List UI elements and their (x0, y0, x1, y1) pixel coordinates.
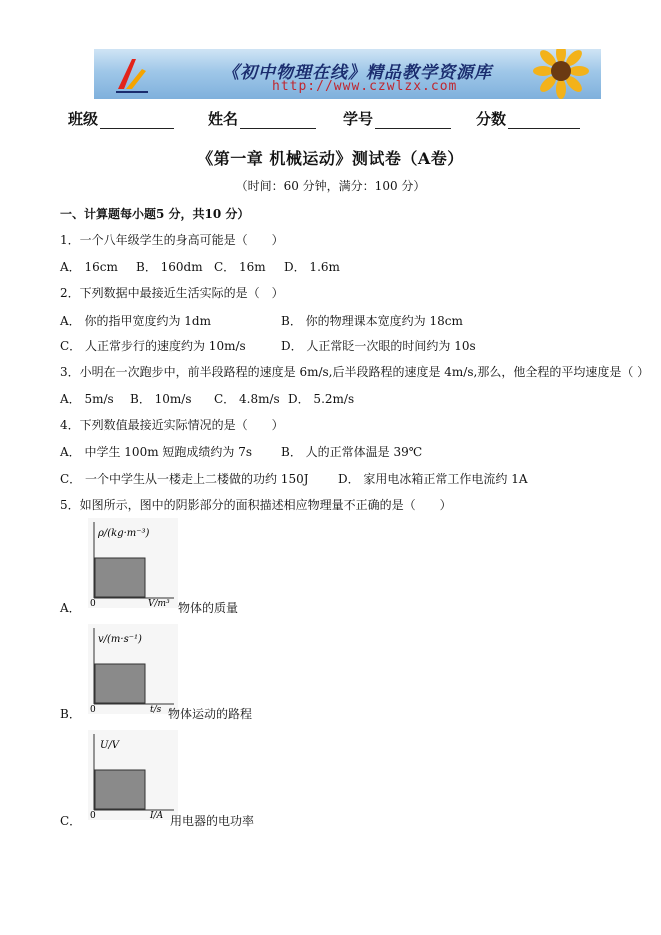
score-blank[interactable] (508, 112, 580, 129)
question-1-stem: 1．一个八年级学生的身高可能是（ ） (60, 233, 284, 247)
class-label: 班级 (68, 110, 99, 128)
graph-b (88, 624, 178, 714)
graph-c-y-axis-label: U/V (100, 740, 120, 751)
score-field[interactable] (476, 108, 580, 129)
banner-url[interactable]: http://www.czwlzx.com (272, 79, 458, 94)
section-heading: 一、计算题每小题5 分，共10 分） (60, 207, 250, 221)
question-5-option-c-caption[interactable]: 用电器的电功率 (170, 814, 255, 828)
question-3-option-b[interactable]: B． 10m/s (130, 392, 192, 406)
graph-a (88, 518, 178, 608)
class-field[interactable] (68, 108, 174, 129)
score-label: 分数 (476, 110, 507, 128)
banner-title: 《初中物理在线》精品教学资源库 (222, 63, 492, 83)
question-2-option-a[interactable]: A． 你的指甲宽度约为 1dm (60, 314, 211, 328)
question-2-option-b[interactable]: B． 你的物理课本宽度约为 18cm (281, 314, 463, 328)
question-5-option-b-letter[interactable]: B． (60, 707, 81, 721)
question-5-stem: 5．如图所示，图中的阴影部分的面积描述相应物理量不正确的是（ ） (60, 498, 452, 512)
question-2-stem: 2．下列数据中最接近生活实际的是（ ） (60, 286, 284, 300)
question-5-option-c-letter[interactable]: C． (60, 814, 82, 828)
graph-c-origin: 0 (90, 811, 96, 820)
graph-c-x-axis-label: I/A (150, 811, 164, 820)
graph-c (88, 730, 178, 820)
site-logo (112, 55, 152, 95)
graph-a-origin: 0 (90, 599, 96, 608)
header-banner (94, 49, 601, 99)
question-4-stem: 4．下列数值最接近实际情况的是（ ） (60, 418, 284, 432)
student-id-field[interactable] (343, 108, 451, 129)
question-4-option-a[interactable]: A． 中学生 100m 短跑成绩约为 7s (60, 445, 253, 459)
question-1-option-c[interactable]: C． 16m (214, 260, 266, 274)
graph-a-x-axis-label: V/m³ (148, 599, 170, 608)
question-1-option-a[interactable]: A． 16cm (60, 260, 118, 274)
question-1-option-b[interactable]: B． 160dm (136, 260, 203, 274)
question-1-option-d[interactable]: D． 1.6m (284, 260, 340, 274)
graph-b-origin: 0 (90, 705, 96, 714)
question-4-option-c[interactable]: C． 一个中学生从一楼走上二楼做的功约 150J (60, 472, 309, 486)
student-info-row (68, 108, 588, 130)
question-4-option-b[interactable]: B． 人的正常体温是 39℃ (281, 445, 423, 459)
question-5-option-a-letter[interactable]: A． (60, 601, 81, 615)
question-2-option-d[interactable]: D． 人正常眨一次眼的时间约为 10s (281, 339, 476, 353)
graph-a-shaded-area (95, 558, 145, 597)
graph-b-y-axis-label: v/(m·s⁻¹) (98, 634, 142, 645)
question-2-option-c[interactable]: C． 人正常步行的速度约为 10m/s (60, 339, 246, 353)
graph-a-y-axis-label: ρ/(kg·m⁻³) (98, 528, 150, 539)
name-label: 姓名 (208, 110, 239, 128)
page-title: 《第一章 机械运动》测试卷（A卷） (197, 149, 464, 168)
question-5-option-a-caption[interactable]: 物体的质量 (178, 601, 239, 615)
sunflower-icon (523, 49, 593, 99)
graph-b-shaded-area (95, 664, 145, 703)
graph-b-x-axis-label: t/s (150, 705, 162, 714)
graph-c-shaded-area (95, 770, 145, 809)
question-3-option-d[interactable]: D． 5.2m/s (288, 392, 355, 406)
question-3-option-a[interactable]: A． 5m/s (60, 392, 114, 406)
question-3-stem: 3．小明在一次跑步中，前半段路程的速度是 6m/s,后半段路程的速度是 4m/s,那么，他全程的平均速度是（ ） (60, 365, 650, 379)
question-5-option-b-caption[interactable]: 物体运动的路程 (168, 707, 253, 721)
student-id-blank[interactable] (375, 112, 451, 129)
class-blank[interactable] (100, 112, 174, 129)
name-field[interactable] (208, 108, 316, 129)
exam-time-score: （时间：60 分钟，满分：100 分） (235, 179, 426, 193)
student-id-label: 学号 (343, 110, 374, 128)
question-4-option-d[interactable]: D． 家用电冰箱正常工作电流约 1A (338, 472, 528, 486)
question-3-option-c[interactable]: C． 4.8m/s (214, 392, 280, 406)
name-blank[interactable] (240, 112, 316, 129)
